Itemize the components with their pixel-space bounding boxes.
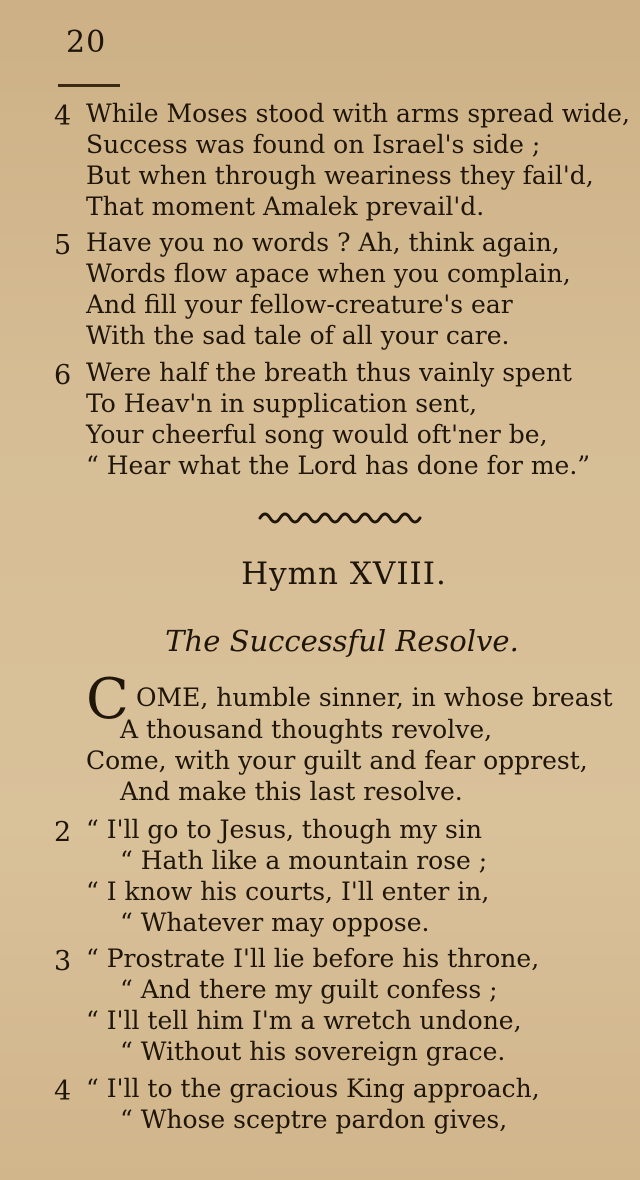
stanza-number: 4 xyxy=(54,101,72,132)
stanza-line: “ I know his courts, I'll enter in, xyxy=(86,877,490,906)
stanza-line: Success was found on Israel's side ; xyxy=(86,130,541,159)
stanza-line: Words flow apace when you complain, xyxy=(86,259,571,288)
stanza-line: “ I'll tell him I'm a wretch undone, xyxy=(86,1006,522,1035)
hymn-subtitle: The Successful Resolve. xyxy=(165,624,519,658)
stanza-line: While Moses stood with arms spread wide, xyxy=(86,99,630,128)
hymn-title: Hymn XVIII. xyxy=(241,556,447,592)
stanza-line: With the sad tale of all your care. xyxy=(86,321,510,350)
stanza-line: And make this last resolve. xyxy=(120,777,463,806)
stanza-line: “ Hear what the Lord has done for me.” xyxy=(86,451,591,480)
page-number: 20 xyxy=(66,25,107,60)
stanza-line: “ Whatever may oppose. xyxy=(120,908,430,937)
stanza-line: And fill your fellow-creature's ear xyxy=(86,290,513,319)
stanza-line: To Heav'n in supplication sent, xyxy=(86,389,478,418)
header-rule xyxy=(58,84,120,87)
stanza-line: Come, with your guilt and fear opprest, xyxy=(86,746,588,775)
stanza-line: Your cheerful song would oft'ner be, xyxy=(86,420,548,449)
stanza-line: “ Whose sceptre pardon gives, xyxy=(120,1105,508,1134)
stanza-line: “ Hath like a mountain rose ; xyxy=(120,846,488,875)
stanza-line: Have you no words ? Ah, think again, xyxy=(86,228,560,257)
stanza-line: A thousand thoughts revolve, xyxy=(120,715,493,744)
stanza-number: 6 xyxy=(54,360,72,391)
stanza-line: That moment Amalek prevail'd. xyxy=(86,192,485,221)
stanza-number: 2 xyxy=(54,817,72,848)
stanza-line: “ Without his sovereign grace. xyxy=(120,1037,506,1066)
stanza-line: But when through weariness they fail'd, xyxy=(86,161,594,190)
stanza-first-line: OME, humble sinner, in whose breast xyxy=(136,683,613,712)
stanza-line: Were half the breath thus vainly spent xyxy=(86,358,572,387)
drop-cap: C xyxy=(86,667,129,732)
stanza-line: “ I'll go to Jesus, though my sin xyxy=(86,815,482,844)
stanza-number: 5 xyxy=(54,230,72,261)
ornament-divider xyxy=(258,508,434,526)
stanza-number: 4 xyxy=(54,1076,72,1107)
stanza-line: “ And there my guilt confess ; xyxy=(120,975,498,1004)
stanza-line: “ I'll to the gracious King approach, xyxy=(86,1074,540,1103)
stanza-number: 3 xyxy=(54,946,72,977)
stanza-line: “ Prostrate I'll lie before his throne, xyxy=(86,944,540,973)
